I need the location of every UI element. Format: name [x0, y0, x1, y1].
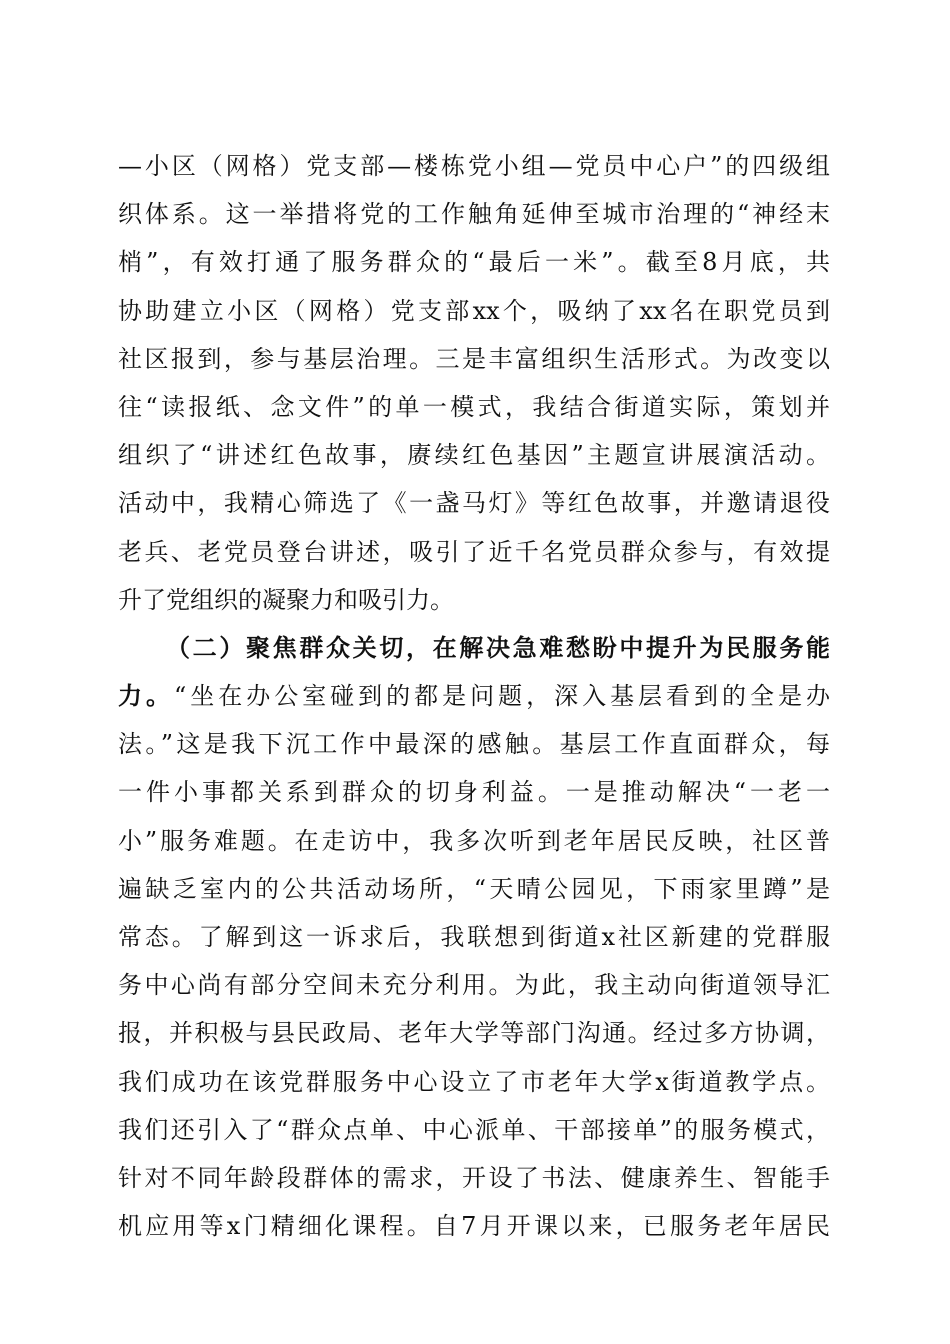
text-line: 一件小事都关系到群众的切身利益。一是推动解决“一老一 [118, 778, 830, 807]
text-line: 升了党组织的凝聚力和吸引力。 [118, 585, 454, 614]
text-line: 组织了“讲述红色故事，赓续红色基因”主题宣讲展演活动。 [118, 441, 830, 470]
text-line: 我们还引入了“群众点单、中心派单、干部接单”的服务模式， [118, 1115, 830, 1144]
text-line: 务中心尚有部分空间未充分利用。为此，我主动向街道领导汇 [118, 971, 830, 1000]
text-line: 老兵、老党员登台讲述，吸引了近千名党员群众参与，有效提 [118, 537, 830, 566]
body-text [118, 142, 830, 1250]
text-line: 梢”，有效打通了服务群众的“最后一米”。截至8月底，共 [118, 248, 830, 277]
text-line: 报，并积极与县民政局、老年大学等部门沟通。经过多方协调， [118, 1019, 830, 1048]
text-line: 我们成功在该党群服务中心设立了市老年大学x街道教学点。 [118, 1067, 830, 1096]
text-line: —小区（网格）党支部—楼栋党小组—党员中心户”的四级组 [118, 152, 830, 180]
text-line: 机应用等x门精细化课程。自7月开课以来，已服务老年居民 [118, 1212, 830, 1241]
section-heading-end: 力。 [118, 681, 174, 711]
text-line-rest: “坐在办公室碰到的都是问题，深入基层看到的全是办 [173, 682, 830, 711]
text-line-mixed [118, 672, 830, 720]
text-line: 法。”这是我下沉工作中最深的感触。基层工作直面群众，每 [118, 730, 830, 759]
section-heading: （二）聚焦群众关切，在解决急难愁盼中提升为民服务能 [166, 632, 830, 662]
text-line: 活动中，我精心筛选了《一盏马灯》等红色故事，并邀请退役 [118, 489, 830, 518]
text-line: 社区报到，参与基层治理。三是丰富组织生活形式。为改变以 [118, 344, 830, 373]
text-line: 往“读报纸、念文件”的单一模式，我结合街道实际，策划并 [118, 392, 830, 421]
text-line: 常态。了解到这一诉求后，我联想到街道x社区新建的党群服 [118, 923, 830, 951]
text-line: 小”服务难题。在走访中，我多次听到老年居民反映，社区普 [118, 826, 830, 855]
text-line: 遍缺乏室内的公共活动场所，“天晴公园见，下雨家里蹲”是 [118, 874, 830, 903]
text-line: 协助建立小区（网格）党支部xx个，吸纳了xx名在职党员到 [118, 296, 830, 325]
text-line: 针对不同年龄段群体的需求，开设了书法、健康养生、智能手 [118, 1163, 830, 1192]
text-line: 织体系。这一举措将党的工作触角延伸至城市治理的“神经末 [118, 200, 830, 229]
